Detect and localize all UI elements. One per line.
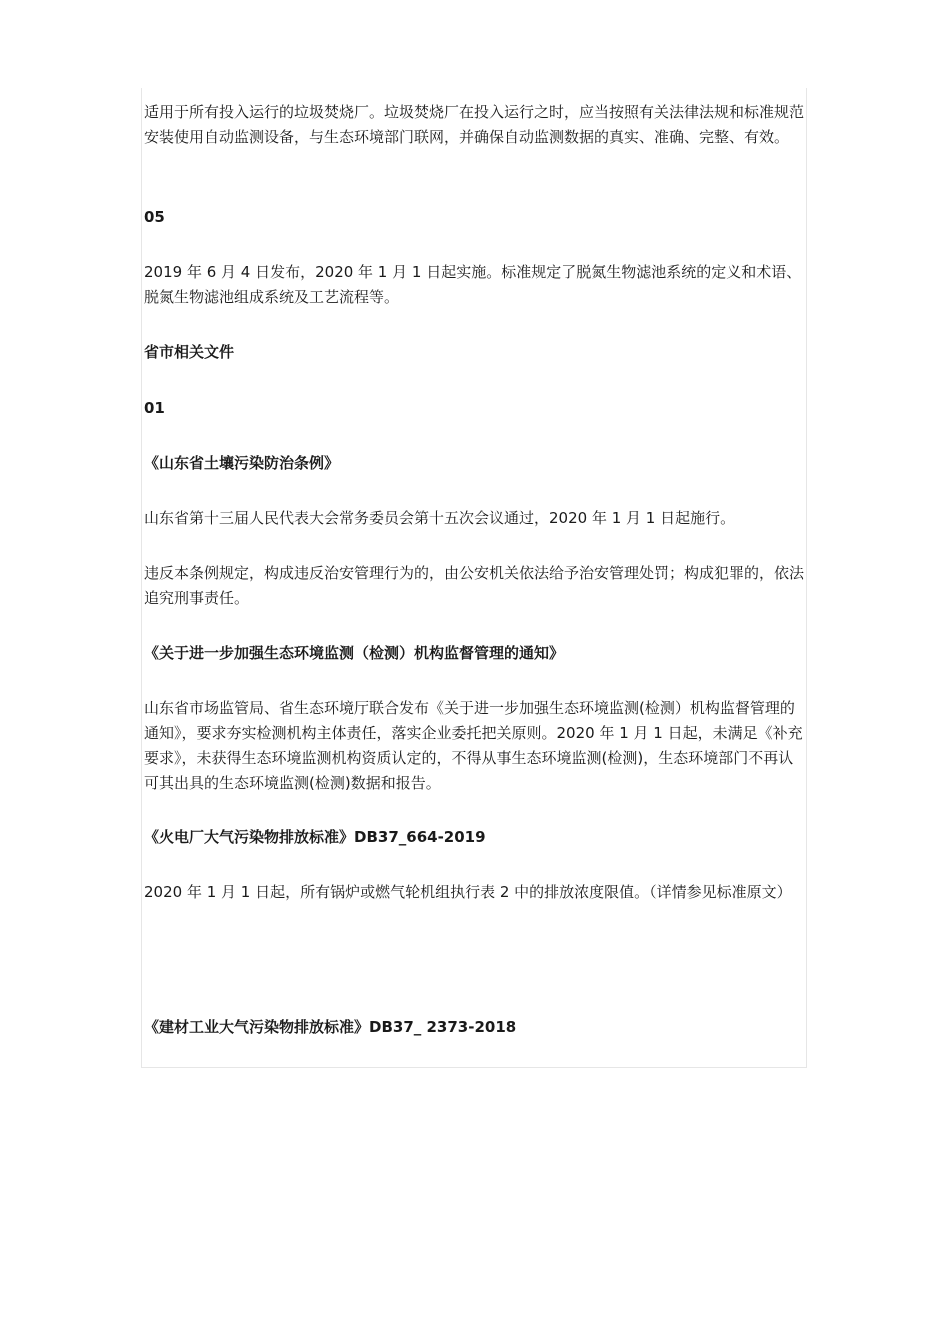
item-number-05: 05 (144, 208, 165, 226)
paragraph-05: 2019 年 6 月 4 日发布，2020 年 1 月 1 日起实施。标准规定了脱氮生物滤池系统的定义和术语、脱氮生物滤池组成系统及工艺流程等。 (144, 263, 802, 306)
item-number-01: 01 (144, 399, 165, 417)
paragraph-soil-1: 山东省第十三届人民代表大会常务委员会第十五次会议通过，2020 年 1 月 1 日起施行。 (144, 509, 736, 527)
doc-title-soil-regulation: 《山东省土壤污染防治条例》 (144, 454, 340, 472)
doc-title-building-materials-standard: 《建材工业大气污染物排放标准》DB37_ 2373-2018 (144, 1018, 517, 1036)
paragraph-soil-2: 违反本条例规定，构成违反治安管理行为的，由公安机关依法给予治安管理处罚；构成犯罪的，依法追究刑事责任。 (144, 564, 805, 607)
section-heading: 省市相关文件 (144, 343, 235, 361)
paragraph-power-plant: 2020 年 1 月 1 日起，所有锅炉或燃气轮机组执行表 2 中的排放浓度限值。（详情参见标准原文） (144, 883, 792, 901)
doc-title-power-plant-standard: 《火电厂大气污染物排放标准》DB37_664-2019 (144, 828, 486, 846)
paragraph-intro: 适用于所有投入运行的垃圾焚烧厂。垃圾焚烧厂在投入运行之时，应当按照有关法律法规和标准规范安装使用自动监测设备，与生态环境部门联网，并确保自动监测数据的真实、准确、完整、有效。 (144, 103, 805, 146)
doc-title-monitoring-notice: 《关于进一步加强生态环境监测（检测）机构监督管理的通知》 (144, 644, 565, 662)
paragraph-monitoring: 山东省市场监管局、省生态环境厅联合发布《关于进一步加强生态环境监测(检测）机构监督管理的通知》，要求夯实检测机构主体责任，落实企业委托把关原则。2020 年 1 月 1 日起，未满足《补充要求》，未获得生态环境监测机构资质认定的，不得从事生态环境监测(检测)，生态环境部门不再认可其出具的生态环境监测(检测)数据和报告。 (144, 699, 803, 792)
